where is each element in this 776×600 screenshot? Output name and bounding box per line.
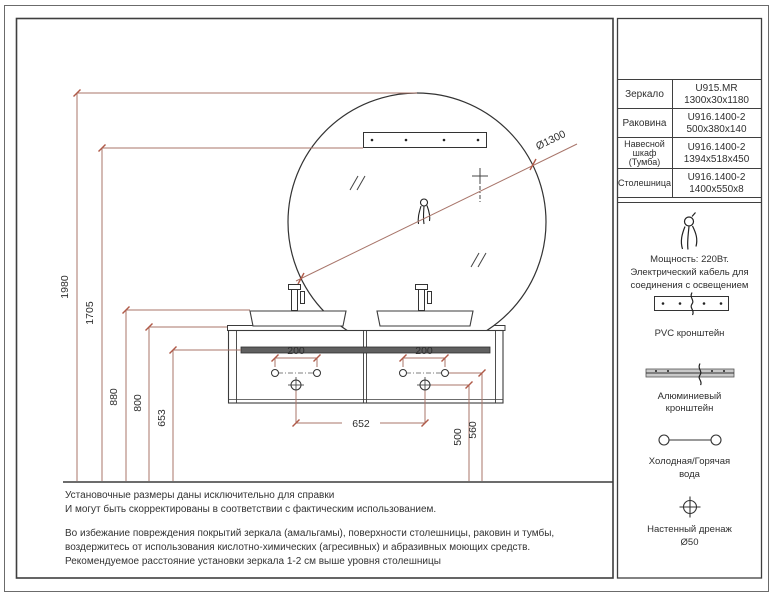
wall-drain-icon	[680, 497, 701, 518]
table-row-countertop-code: U916.1400-2	[687, 172, 746, 183]
aluminum-bracket-icon	[646, 364, 734, 386]
handle-groove-strip	[241, 347, 490, 353]
left-sink	[250, 311, 346, 326]
table-row-cabinet-label-2: шкаф	[632, 148, 657, 158]
pvc-caption: PVC кронштейн	[654, 328, 725, 339]
table-row-mirror-code: U915.MR	[695, 83, 738, 94]
dim-1705-label: 1705	[84, 301, 96, 325]
table-row-cabinet-label-3: (Тумба)	[628, 157, 661, 167]
aluminum-caption	[658, 391, 722, 414]
spec-table-text	[618, 83, 750, 195]
water-line-2: вода	[679, 469, 700, 480]
left-faucet	[289, 285, 305, 311]
note-line-5: Рекомендуемое расстояние установки зеркала 1-2 см выше уровня столешницы	[65, 556, 441, 567]
water-supply-icon	[659, 435, 721, 445]
table-row-countertop-label: Столешница	[618, 178, 671, 188]
right-sink	[377, 311, 473, 326]
aluminum-line-2: кронштейн	[665, 403, 714, 414]
dim-200-left-label: 200	[287, 345, 305, 357]
note-line-3: Во избежание повреждения покрытий зеркала (амальгамы), поверхности столешницы, раковин и тумбы,	[65, 528, 555, 539]
installation-notes	[65, 490, 554, 567]
note-line-1: Установочные размеры даны исключительно для справки	[65, 490, 335, 501]
drain-caption	[647, 524, 732, 548]
water-caption	[649, 456, 730, 480]
table-row-sink-size: 500x380x140	[686, 124, 747, 135]
power-line-3: соединения с освещением	[630, 280, 749, 291]
table-row-sink-label: Раковина	[622, 118, 667, 129]
dim-653-label: 653	[156, 409, 168, 427]
dim-200-right-label: 200	[415, 345, 433, 357]
dim-1980-label: 1980	[59, 275, 71, 299]
dim-800-label: 800	[132, 394, 144, 412]
aluminum-line-1: Алюминиевый	[657, 391, 722, 402]
wall-cabinet	[229, 331, 504, 404]
dim-mirror-diameter-label: Ø1300	[534, 128, 568, 153]
note-line-4: воздержитесь от использования кислотно-химических (агресивных) и абразивных моющих средств.	[65, 542, 531, 553]
power-caption	[630, 254, 748, 291]
mirror-mounting-bracket	[364, 133, 487, 148]
drain-line-2: Ø50	[680, 537, 699, 548]
dim-500-label: 500	[452, 428, 464, 446]
power-line-1: Мощность: 220Вт.	[650, 254, 729, 265]
dim-652-label: 652	[352, 418, 370, 430]
power-cable-icon	[681, 213, 696, 250]
drain-line-1: Настенный дренаж	[647, 524, 732, 535]
dim-880-label: 880	[108, 388, 120, 406]
table-row-sink-code: U916.1400-2	[687, 112, 746, 123]
table-row-cabinet-code: U916.1400-2	[687, 142, 746, 153]
table-row-mirror-label: Зеркало	[625, 89, 664, 100]
table-row-countertop-size: 1400x550x8	[689, 184, 744, 195]
table-row-cabinet-size: 1394x518x450	[683, 154, 750, 165]
pvc-bracket-icon	[655, 293, 729, 316]
water-line-1: Холодная/Горячая	[648, 456, 731, 467]
table-row-mirror-size: 1300x30x1180	[684, 95, 749, 106]
dim-560-label: 560	[467, 421, 479, 439]
table-row-cabinet-label-1: Навесной	[624, 139, 665, 149]
note-line-2: И могут быть скорректированы в соответствии с фактическим использованием.	[65, 504, 437, 515]
power-line-2: Электрический кабель для	[630, 267, 749, 278]
